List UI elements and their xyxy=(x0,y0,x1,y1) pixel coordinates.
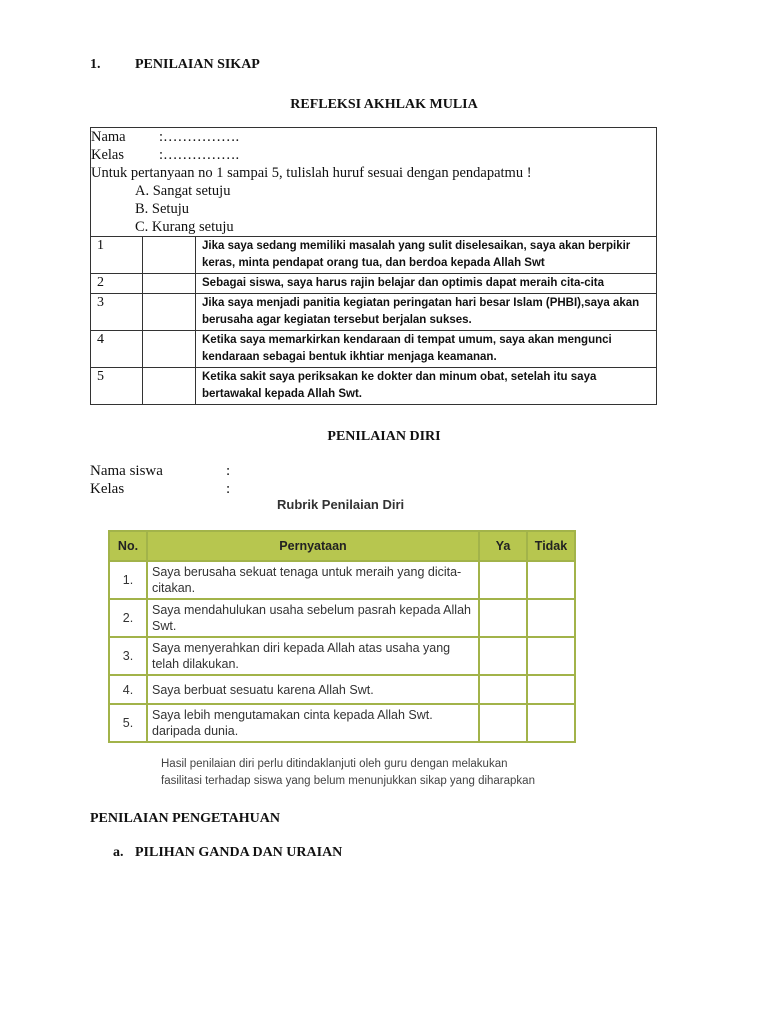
knowledge-sub-label: a. xyxy=(113,845,124,860)
table-row xyxy=(91,274,657,294)
option-c: C. Kurang setuju xyxy=(135,219,234,235)
col-no-answer: Tidak xyxy=(527,531,575,561)
row-number: 1 xyxy=(91,237,143,274)
statement: Saya lebih mengutamakan cinta kepada Allah Swt. daripada dunia. xyxy=(147,704,479,742)
statement: Saya mendahulukan usaha sebelum pasrah kepada Allah Swt. xyxy=(147,599,479,637)
table-row xyxy=(109,637,575,675)
knowledge-sub-title: PILIHAN GANDA DAN URAIAN xyxy=(135,845,343,860)
row-number: 3 xyxy=(91,294,143,331)
statement: Ketika sakit saya periksakan ke dokter dan minum obat, setelah itu saya bertawakal kepada Allah Swt. xyxy=(196,368,657,405)
no-checkbox[interactable] xyxy=(527,637,575,675)
answer-cell[interactable] xyxy=(143,237,196,274)
section-number: 1. xyxy=(90,57,101,72)
statement: Saya menyerahkan diri kepada Allah atas usaha yang telah dilakukan. xyxy=(147,637,479,675)
self-assessment-title: PENILAIAN DIRI xyxy=(327,429,441,444)
reflection-title: REFLEKSI AKHLAK MULIA xyxy=(290,97,478,112)
section-title: PENILAIAN SIKAP xyxy=(135,57,260,72)
row-number: 2 xyxy=(91,274,143,294)
name-value: :……………. xyxy=(159,129,240,145)
table-row xyxy=(91,331,657,368)
reflection-header xyxy=(91,128,657,237)
rubric-title: Rubrik Penilaian Diri xyxy=(277,497,405,512)
col-yes: Ya xyxy=(479,531,527,561)
class-value: :……………. xyxy=(159,147,240,163)
statement: Sebagai siswa, saya harus rajin belajar dan optimis dapat meraih cita-cita xyxy=(196,274,657,294)
row-number: 4. xyxy=(109,675,147,704)
statement: Saya berbuat sesuatu karena Allah Swt. xyxy=(147,675,479,704)
table-row xyxy=(109,599,575,637)
table-row xyxy=(109,704,575,742)
row-number: 5 xyxy=(91,368,143,405)
student-name-label: Nama siswa xyxy=(90,463,163,479)
table-row xyxy=(91,368,657,405)
statement: Jika saya sedang memiliki masalah yang sulit diselesaikan, saya akan berpikir keras, minta pendapat orang tua, dan berdoa kepada Allah Swt xyxy=(196,237,657,274)
option-a: A. Sangat setuju xyxy=(135,183,231,199)
row-number: 4 xyxy=(91,331,143,368)
row-number: 5. xyxy=(109,704,147,742)
rubric-table xyxy=(108,530,576,743)
rubric-note-line1: Hasil penilaian diri perlu ditindaklanjuti oleh guru dengan melakukan xyxy=(161,758,508,770)
col-no: No. xyxy=(109,531,147,561)
statement: Saya berusaha sekuat tenaga untuk meraih yang dicita-citakan. xyxy=(147,561,479,599)
rubric-header-row xyxy=(109,531,575,561)
table-row xyxy=(109,561,575,599)
class-colon-2: : xyxy=(226,481,231,497)
answer-cell[interactable] xyxy=(143,331,196,368)
answer-cell[interactable] xyxy=(143,274,196,294)
statement: Jika saya menjadi panitia kegiatan peringatan hari besar Islam (PHBI),saya akan berusaha agar kegiatan tersebut berjalan sukses. xyxy=(196,294,657,331)
yes-checkbox[interactable] xyxy=(479,637,527,675)
yes-checkbox[interactable] xyxy=(479,599,527,637)
table-row xyxy=(91,237,657,274)
no-checkbox[interactable] xyxy=(527,599,575,637)
rubric-note-line2: fasilitasi terhadap siswa yang belum menunjukkan sikap yang diharapkan xyxy=(161,775,535,787)
knowledge-title: PENILAIAN PENGETAHUAN xyxy=(90,811,280,826)
no-checkbox[interactable] xyxy=(527,704,575,742)
no-checkbox[interactable] xyxy=(527,675,575,704)
yes-checkbox[interactable] xyxy=(479,561,527,599)
row-number: 3. xyxy=(109,637,147,675)
yes-checkbox[interactable] xyxy=(479,704,527,742)
option-b: B. Setuju xyxy=(135,201,189,217)
no-checkbox[interactable] xyxy=(527,561,575,599)
row-number: 2. xyxy=(109,599,147,637)
class-label-2: Kelas xyxy=(90,481,125,497)
row-number: 1. xyxy=(109,561,147,599)
name-label: Nama xyxy=(91,129,126,145)
table-row xyxy=(91,294,657,331)
class-label: Kelas xyxy=(91,147,125,163)
instruction: Untuk pertanyaan no 1 sampai 5, tulislah huruf sesuai dengan pendapatmu ! xyxy=(91,165,532,181)
col-statement: Pernyataan xyxy=(147,531,479,561)
reflection-table xyxy=(90,127,657,405)
table-row xyxy=(109,675,575,704)
student-name-colon: : xyxy=(226,463,231,479)
answer-cell[interactable] xyxy=(143,294,196,331)
answer-cell[interactable] xyxy=(143,368,196,405)
statement: Ketika saya memarkirkan kendaraan di tempat umum, saya akan mengunci kendaraan sebagai bentuk ikhtiar menjaga keamanan. xyxy=(196,331,657,368)
yes-checkbox[interactable] xyxy=(479,675,527,704)
